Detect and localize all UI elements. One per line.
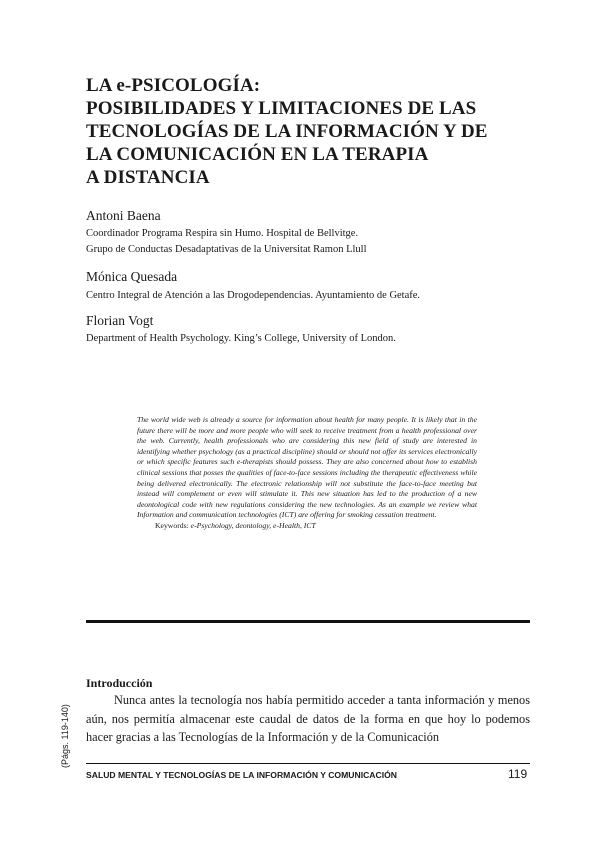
abstract <box>137 415 477 532</box>
body-paragraph-text: Nunca antes la tecnología nos había permitido acceder a tanta información y menos aún, nos permitía almacenar este caudal de datos de la forma en que hoy lo podemos hacer gracias a las Tecnologías de la Información y de la Comunicación <box>86 693 530 744</box>
title-line: TECNOLOGÍAS DE LA INFORMACIÓN Y DE <box>86 121 488 142</box>
title-line: POSIBILIDADES Y LIMITACIONES DE LAS <box>86 98 477 119</box>
author-affiliation: Grupo de Conductas Desadaptativas de la Universitat Ramon Llull <box>86 244 367 255</box>
section-heading: Introducción <box>86 676 153 690</box>
article-title <box>86 74 536 189</box>
running-footer-title: SALUD MENTAL Y TECNOLOGÍAS DE LA INFORMACIÓN Y COMUNICACIÓN <box>86 770 397 780</box>
body-paragraph <box>86 691 530 747</box>
title-line: LA e-PSICOLOGÍA: <box>86 75 261 96</box>
keywords-values: e-Psychology, deontology, e-Health, ICT <box>190 520 316 530</box>
author-name: Florian Vogt <box>86 313 154 328</box>
abstract-text: The world wide web is already a source for information about health for many people. It is likely that in the future there will be more and more people who will seek to receive treatment from a health professional over the web. Currently, health professionals who are considering this new field of study are interested in identifying whether psychology (as a practical discipline) should or should not offer its services electronically or which specific features such e-therapists should possess. They are also concerned about how to establish clinical sessions that posses the qualities of face-to-face sessions including the therapeutic effectiveness while being delivered electronically. The electronic relationship will not substitute the face-to-face meeting but instead will complement or even will stimulate it. This new situation has led to the production of a new deontological code with new regulations considering the new technologies. As an example we review what Information and communication technologies (ICT) are offering for smoking cessation treatment. <box>137 415 477 520</box>
title-line: A DISTANCIA <box>86 167 210 188</box>
author-affiliation: Centro Integral de Atención a las Drogodependencias. Ayuntamiento de Getafe. <box>86 290 421 301</box>
title-line: LA COMUNICACIÓN EN LA TERAPIA <box>86 144 429 165</box>
footer-divider <box>86 763 530 764</box>
page-number: 119 <box>508 767 528 781</box>
keywords-label: Keywords: <box>155 520 189 530</box>
author-name: Mónica Quesada <box>86 269 178 284</box>
author-name: Antoni Baena <box>86 208 161 223</box>
page-range-label: (Págs. 119-140) <box>60 704 70 768</box>
author-affiliation: Coordinador Programa Respira sin Humo. Hospital de Bellvitge. <box>86 228 359 239</box>
section-divider <box>86 620 530 623</box>
author-affiliation: Department of Health Psychology. King’s College, University of London. <box>86 333 396 344</box>
